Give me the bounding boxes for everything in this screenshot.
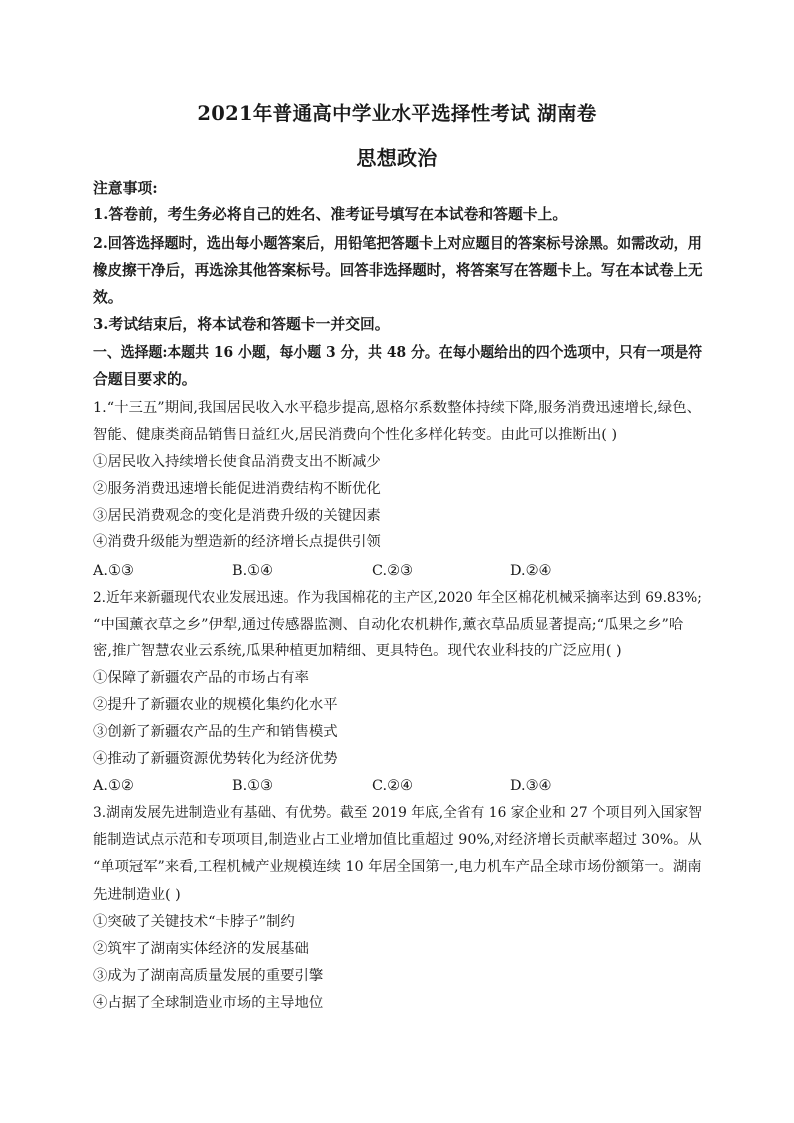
notice-heading: 注意事项: (93, 180, 158, 197)
question-2-stem: “中国薰衣草之乡”伊犁,通过传感器监测、自动化农机耕作,薰衣草品质显著提高;“瓜果之乡”哈 (93, 617, 684, 633)
question-1-item: ②服务消费迅速增长能促进消费结构不断优化 (93, 481, 381, 497)
question-2-choice-d: D.③④ (510, 778, 552, 794)
section-heading: 一、选择题:本题共 16 小题，每小题 3 分，共 48 分。在每小题给出的四个选项中，只有一项是符 (93, 344, 703, 361)
notice-item: 2.回答选择题时，选出每小题答案后，用铅笔把答题卡上对应题目的答案标号涂黑。如需改动，用 (93, 235, 702, 252)
notice-item: 效。 (93, 289, 123, 306)
question-1-item: ④消费升级能为塑造新的经济增长点提供引领 (93, 534, 381, 550)
section-heading-cont: 合题目要求的。 (93, 371, 197, 388)
question-2-choice-b: B.①③ (232, 778, 273, 794)
question-2-choice-a: A.①② (93, 778, 134, 794)
question-1-choice-d: D.②④ (510, 563, 552, 579)
notice-item: 1.答卷前，考生务必将自己的姓名、准考证号填写在本试卷和答题卡上。 (93, 206, 568, 223)
question-3-stem: 能制造试点示范和专项项目,制造业占工业增加值比重超过 90%,对经济增长贡献率超过 30%。从 (93, 832, 702, 848)
notice-item: 橡皮擦干净后，再选涂其他答案标号。回答非选择题时，将答案写在答题卡上。写在本试卷上无 (93, 262, 703, 279)
question-3-item: ④占据了全球制造业市场的主导地位 (93, 995, 324, 1011)
question-2-item: ③创新了新疆农产品的生产和销售模式 (93, 724, 338, 740)
question-2-item: ①保障了新疆农产品的市场占有率 (93, 670, 309, 686)
question-2-item: ④推动了新疆资源优势转化为经济优势 (93, 751, 338, 767)
question-1-choice-b: B.①④ (232, 563, 273, 579)
question-3-item: ②筑牢了湖南实体经济的发展基础 (93, 941, 309, 957)
question-2-stem: 密,推广智慧农业云系统,瓜果种植更加精细、更具特色。现代农业科技的广泛应用( ) (93, 643, 622, 659)
question-1-choice-a: A.①③ (93, 563, 134, 579)
exam-subject: 思想政治 (356, 146, 438, 170)
notice-item: 3.考试结束后，将本试卷和答题卡一并交回。 (93, 316, 390, 333)
question-3-item: ①突破了关键技术“卡脖子”制约 (93, 914, 295, 930)
question-2-item: ②提升了新疆农业的规模化集约化水平 (93, 697, 338, 713)
question-1-stem: 1.“十三五”期间,我国居民收入水平稳步提高,恩格尔系数整体持续下降,服务消费迅速增长,绿色、 (93, 400, 701, 416)
question-3-item: ③成为了湖南高质量发展的重要引擎 (93, 968, 324, 984)
question-1-stem: 智能、健康类商品销售日益红火,居民消费向个性化多样化转变。由此可以推断出( ) (93, 427, 618, 443)
question-2-stem: 2.近年来新疆现代农业发展迅速。作为我国棉花的主产区,2020 年全区棉花机械采摘率达到 69.83%; (93, 590, 702, 606)
question-1-choice-c: C.②③ (372, 563, 413, 579)
question-2-choice-c: C.②④ (372, 778, 413, 794)
question-1-item: ①居民收入持续增长使食品消费支出不断减少 (93, 454, 381, 470)
question-3-stem: 先进制造业( ) (93, 887, 181, 903)
question-3-stem: 3.湖南发展先进制造业有基础、有优势。截至 2019 年底,全省有 16 家企业和 27 个项目列入国家智 (93, 805, 703, 821)
question-3-stem: “单项冠军”来看,工程机械产业规模连续 10 年居全国第一,电力机车产品全球市场份额第一。湖南 (93, 859, 702, 875)
question-1-item: ③居民消费观念的变化是消费升级的关键因素 (93, 508, 381, 524)
exam-title: 2021年普通高中学业水平选择性考试 湖南卷 (197, 102, 597, 125)
